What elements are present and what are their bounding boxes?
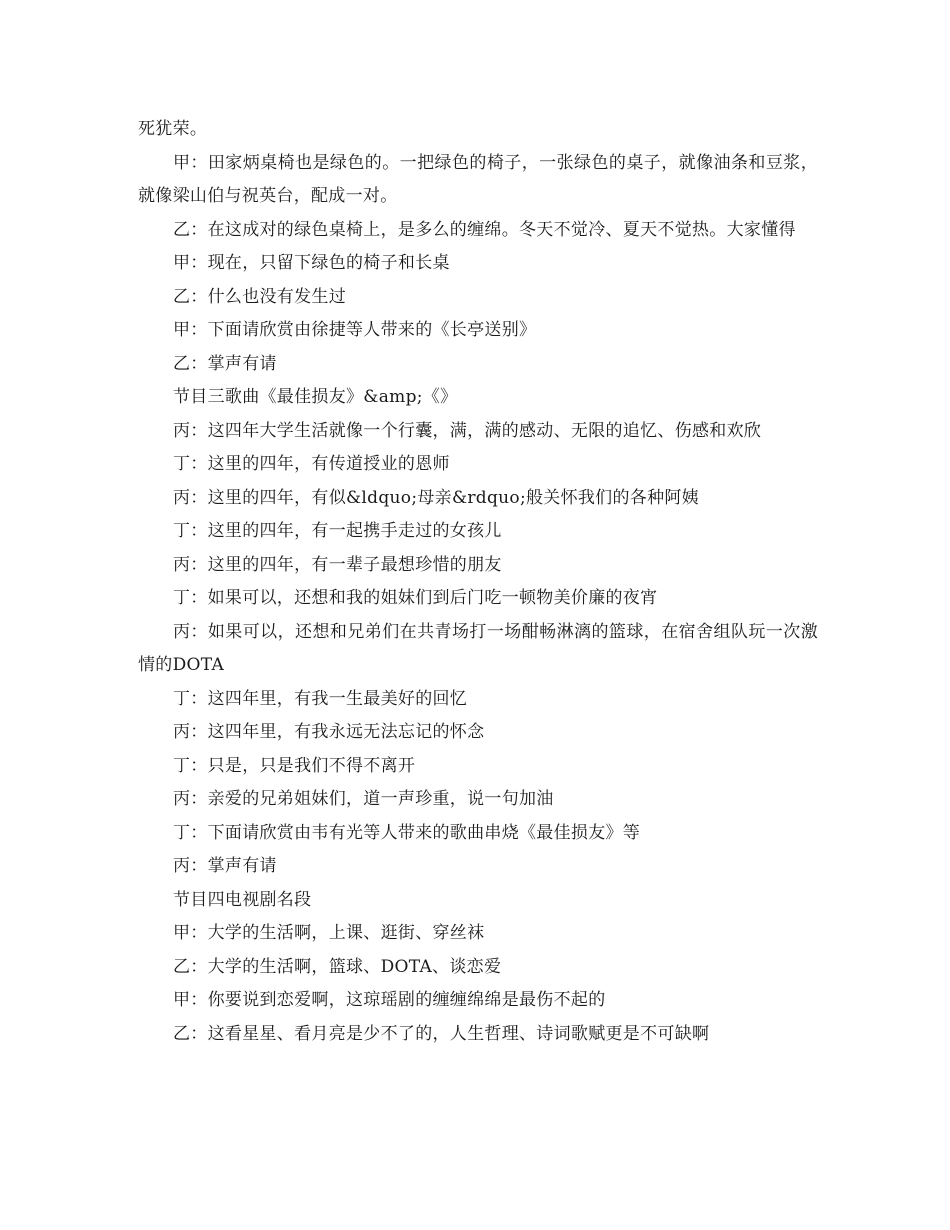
paragraph: 丁：只是，只是我们不得不离开 xyxy=(173,755,416,776)
paragraph: 甲：田家炳桌椅也是绿色的。一把绿色的椅子，一张绿色的桌子，就像油条和豆浆，就像梁山伯与祝英台，配成一对。 xyxy=(138,152,818,206)
section-heading: 节目三歌曲《最佳损友》&amp;《》 xyxy=(173,387,458,407)
paragraph: 死犹荣。 xyxy=(138,119,208,139)
paragraph: 丙：这里的四年，有似&ldquo;母亲&rdquo;般关怀我们的各种阿姨 xyxy=(173,487,699,508)
paragraph: 丁：下面请欣赏由韦有光等人带来的歌曲串烧《最佳损友》等 xyxy=(173,822,641,843)
paragraph: 丙：如果可以，还想和兄弟们在共青场打一场酣畅淋漓的篮球，在宿舍组队玩一次激情的DOTA xyxy=(138,621,818,675)
paragraph: 丙：这四年大学生活就像一个行囊，满，满的感动、无限的追忆、伤感和欢欣 xyxy=(173,420,762,441)
paragraph: 乙：在这成对的绿色桌椅上，是多么的缠绵。冬天不觉冷、夏天不觉热。大家懂得 xyxy=(173,219,796,240)
paragraph: 甲：你要说到恋爱啊，这琼瑶剧的缠缠绵绵是最伤不起的 xyxy=(173,990,606,1010)
paragraph: 丙：亲爱的兄弟姐妹们，道一声珍重，说一句加油 xyxy=(173,789,554,809)
paragraph: 丁：如果可以，还想和我的姐妹们到后门吃一顿物美价廉的夜宵 xyxy=(173,588,658,608)
paragraph: 乙：什么也没有发生过 xyxy=(173,286,346,307)
paragraph: 丙：掌声有请 xyxy=(173,856,277,876)
paragraph: 乙：大学的生活啊，篮球、DOTA、谈恋爱 xyxy=(173,956,502,977)
paragraph: 乙：这看星星、看月亮是少不了的，人生哲理、诗词歌赋更是不可缺啊 xyxy=(173,1023,710,1044)
paragraph: 丁：这里的四年，有传道授业的恩师 xyxy=(173,454,450,474)
paragraph: 甲：现在，只留下绿色的椅子和长桌 xyxy=(173,253,450,273)
paragraph: 乙：掌声有请 xyxy=(173,353,277,374)
paragraph: 丁：这四年里，有我一生最美好的回忆 xyxy=(173,688,468,709)
paragraph: 丁：这里的四年，有一起携手走过的女孩儿 xyxy=(173,521,502,541)
section-heading: 节目四电视剧名段 xyxy=(173,889,312,910)
paragraph: 丙：这里的四年，有一辈子最想珍惜的朋友 xyxy=(173,554,502,575)
paragraph: 丙：这四年里，有我永远无法忘记的怀念 xyxy=(173,722,485,742)
document-body xyxy=(138,113,818,1051)
paragraph: 甲：下面请欣赏由徐捷等人带来的《长亭送别》 xyxy=(173,320,537,340)
paragraph: 甲：大学的生活啊，上课、逛街、穿丝袜 xyxy=(173,923,485,943)
